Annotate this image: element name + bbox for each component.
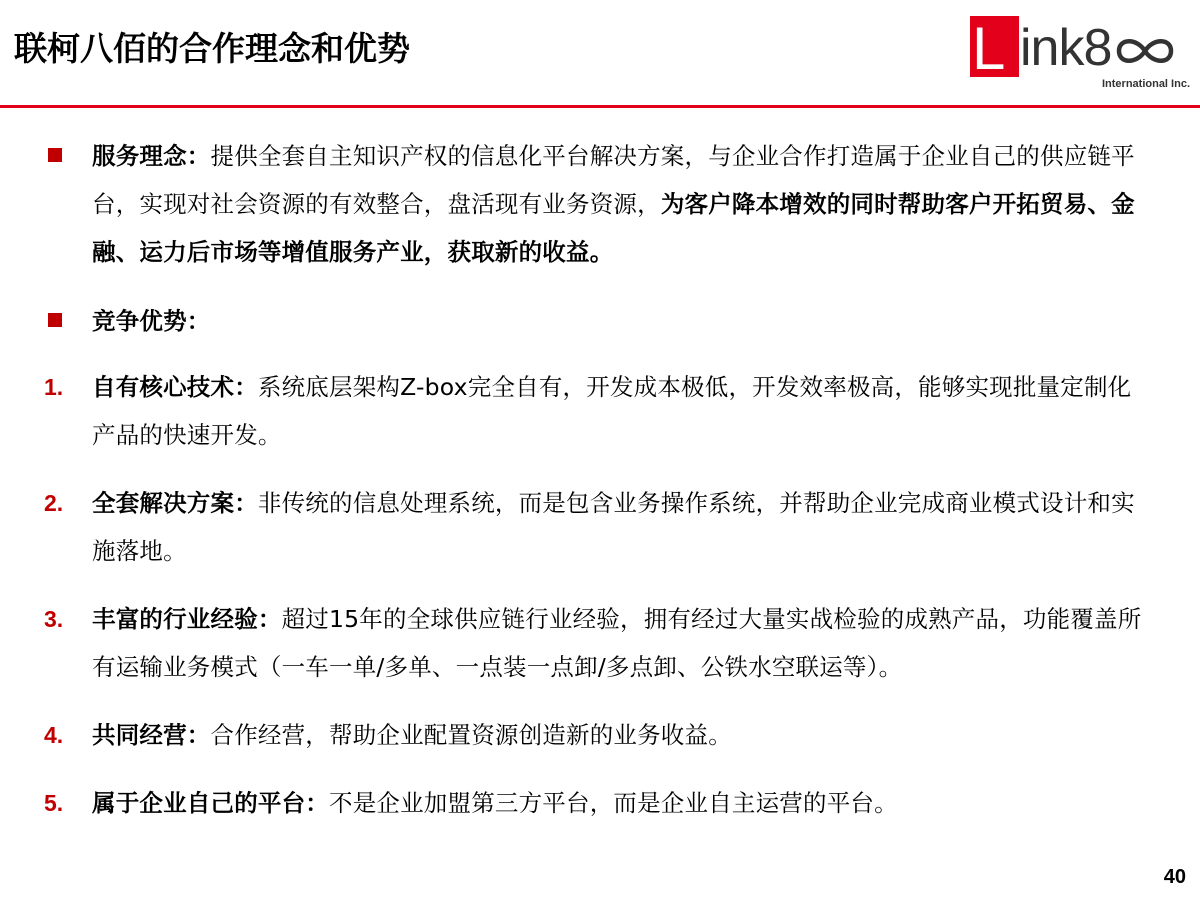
advantage-item: [92, 595, 1152, 691]
advantage-text: 不是企业加盟第三方平台，而是企业自主运营的平台。: [329, 789, 898, 817]
advantage-item: [92, 779, 1152, 827]
slide-title: 联柯八佰的合作理念和优势: [14, 29, 410, 68]
logo-subtitle: International Inc.: [1101, 78, 1190, 90]
service-concept-emphasis: 为客户降本增效的同时帮助客户开拓贸易、金融、运力后市场等增值服务产业，获取新的收益。: [92, 190, 1135, 266]
advantage-item: [92, 479, 1152, 575]
advantage-number: 2.: [44, 490, 64, 516]
advantage-text: 合作经营，帮助企业配置资源创造新的业务收益。: [210, 721, 732, 749]
advantage-label: 丰富的行业经验：: [92, 605, 282, 633]
advantage-label: 属于企业自己的平台：: [92, 789, 329, 817]
service-concept-label: 服务理念：: [92, 142, 211, 170]
logo-letter-l: L: [972, 15, 1006, 82]
advantage-text: 系统底层架构Z-box完全自有，开发成本极低，开发效率极高，能够实现批量定制化产品的快速开发。: [92, 373, 1132, 449]
service-concept-text: 提供全套自主知识产权的信息化平台解决方案，与企业合作打造属于企业自己的供应链平台，实现对社会资源的有效整合，盘活现有业务资源，: [92, 142, 1135, 218]
advantage-text: 超过15年的全球供应链行业经验，拥有经过大量实战检验的成熟产品，功能覆盖所有运输业务模式（一车一单/多单、一点装一点卸/多点卸、公铁水空联运等）。: [92, 605, 1142, 681]
service-concept-paragraph: [92, 132, 1152, 276]
advantage-label: 共同经营：: [92, 721, 211, 749]
advantage-item: [92, 711, 1152, 759]
square-bullet-icon: [48, 148, 62, 162]
advantage-item: [92, 363, 1152, 459]
page-number: 40: [1163, 866, 1186, 888]
advantage-number: 3.: [44, 606, 64, 632]
advantage-number: 1.: [44, 374, 64, 400]
advantages-heading: 竞争优势：: [92, 307, 211, 335]
advantage-number: 4.: [44, 722, 64, 748]
advantage-text: 非传统的信息处理系统，而是包含业务操作系统，并帮助企业完成商业模式设计和实施落地。: [92, 489, 1135, 565]
logo-wordmark-text: ink8: [1020, 19, 1112, 77]
square-bullet-icon: [48, 313, 62, 327]
advantage-label: 全套解决方案：: [92, 489, 258, 517]
advantage-label: 自有核心技术：: [92, 373, 258, 401]
advantage-number: 5.: [44, 790, 64, 816]
